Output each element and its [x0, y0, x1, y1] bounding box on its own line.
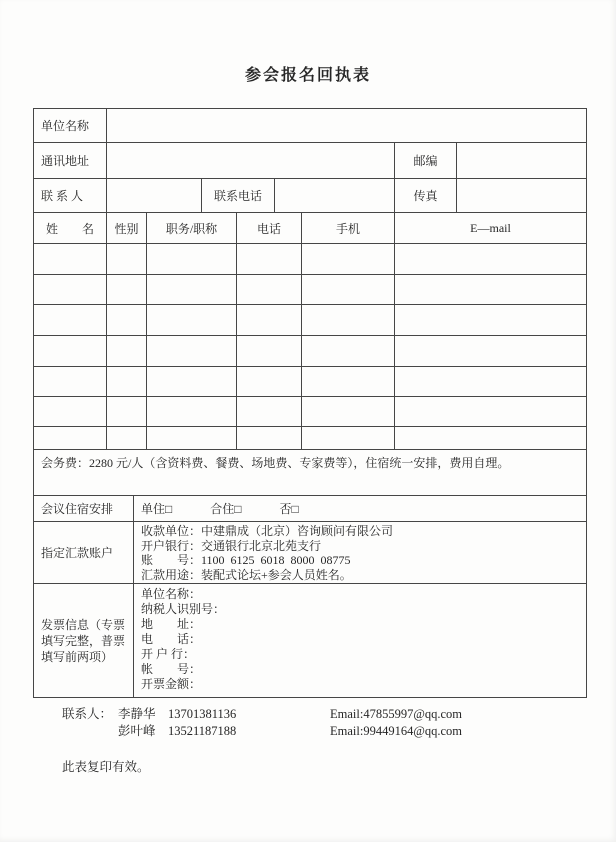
attendee-empty-cell: [34, 305, 106, 335]
contact-name: 彭叶峰: [118, 724, 156, 738]
attendee-empty-cell: [146, 367, 236, 396]
option-no-checkbox: 否□: [279, 502, 299, 516]
attendee-empty-cell: [236, 275, 301, 304]
attendee-empty-cell: [34, 336, 106, 366]
invoice-tax-id-field: 纳税人识别号：: [141, 602, 226, 616]
attendee-empty-row: [34, 396, 586, 426]
contact-line: [62, 706, 616, 723]
copy-valid-note: 此表复印有效。: [62, 760, 150, 774]
attendee-empty-cell: [146, 427, 236, 449]
attendee-empty-cell: [146, 305, 236, 335]
page-title: 参会报名回执表: [244, 67, 371, 84]
attendee-header-gender: 性别: [106, 213, 146, 243]
attendee-empty-cell: [146, 275, 236, 304]
invoice-label: 发票信息（专票填写完整，普票填写前两项）: [41, 617, 126, 664]
attendee-empty-cell: [146, 397, 236, 426]
attendee-empty-cell: [236, 336, 301, 366]
attendee-empty-cell: [301, 305, 394, 335]
footer-contacts: [62, 706, 616, 740]
attendee-empty-cell: [301, 336, 394, 366]
attendee-empty-cell: [146, 244, 236, 274]
fax-label: 传真: [394, 179, 456, 212]
contact-phone: 13521187188: [168, 724, 237, 738]
invoice-fields: [133, 584, 586, 697]
contact-email: Email:99449164@qq.com: [330, 724, 462, 738]
contact-line: [62, 723, 616, 740]
attendee-empty-cell: [394, 305, 586, 335]
company-value-cell: [106, 109, 586, 142]
contact-value-cell: [106, 179, 201, 212]
invoice-account-field: 帐 号：: [141, 662, 202, 676]
invoice-row: [34, 583, 586, 697]
attendee-empty-cell: [301, 275, 394, 304]
attendee-empty-cell: [301, 244, 394, 274]
attendee-empty-cell: [301, 397, 394, 426]
invoice-address-field: 地 址：: [141, 617, 202, 631]
phone-value-cell: [274, 179, 394, 212]
attendee-header-phone: 电话: [236, 213, 301, 243]
attendee-header-row: [34, 212, 586, 243]
attendee-empty-cell: [394, 275, 586, 304]
attendee-empty-cell: [34, 367, 106, 396]
attendee-empty-row: [34, 426, 586, 449]
attendee-empty-row: [34, 335, 586, 366]
phone-label: 联系电话: [201, 179, 274, 212]
contact-label-spacer: [62, 723, 118, 740]
attendee-header-position: 职务/职称: [146, 213, 236, 243]
attendee-empty-cell: [34, 244, 106, 274]
payment-details: [133, 522, 586, 583]
attendee-empty-cell: [34, 397, 106, 426]
attendee-empty-row: [34, 304, 586, 335]
contact-row: [34, 178, 586, 212]
contact-label: 联系人：: [62, 707, 113, 721]
attendee-header-name: 姓 名: [45, 221, 94, 236]
fee-note: 会务费：2280 元/人（含资料费、餐费、场地费、专家费等），住宿统一安排，费用自理。: [41, 456, 510, 470]
attendee-empty-cell: [301, 427, 394, 449]
address-row: [34, 142, 586, 178]
address-value-cell: [106, 143, 394, 178]
payment-account-number: 账 号：1100 6125 6018 8000 08775: [141, 553, 351, 567]
contact-name: 李静华: [118, 707, 156, 721]
attendee-empty-row: [34, 243, 586, 274]
attendee-empty-cell: [394, 367, 586, 396]
attendee-empty-cell: [236, 305, 301, 335]
attendee-empty-row: [34, 274, 586, 304]
contact-email: Email:47855997@qq.com: [330, 707, 462, 721]
option-single-checkbox: 单住□: [141, 502, 173, 516]
attendee-empty-cell: [146, 336, 236, 366]
accommodation-options: [133, 496, 586, 521]
company-label: 单位名称: [41, 119, 90, 133]
payment-label: 指定汇款账户: [41, 546, 114, 560]
attendee-empty-cell: [394, 244, 586, 274]
zip-label: 邮编: [394, 143, 456, 178]
accommodation-label: 会议住宿安排: [41, 502, 114, 516]
attendee-empty-cell: [236, 244, 301, 274]
attendee-header-mobile: 手机: [301, 213, 394, 243]
option-shared-checkbox: 合住□: [210, 502, 242, 516]
address-label: 通讯地址: [41, 154, 90, 168]
invoice-phone-field: 电 话：: [141, 632, 202, 646]
fee-row: [34, 449, 586, 495]
payment-payee: 收款单位：中建鼎成（北京）咨询顾问有限公司: [141, 524, 394, 538]
attendee-header-email: E—mail: [394, 213, 586, 243]
contact-label: 联 系 人: [41, 189, 84, 203]
registration-table: [33, 108, 587, 698]
attendee-empty-cell: [394, 397, 586, 426]
attendee-empty-cell: [394, 427, 586, 449]
company-row: [34, 109, 586, 142]
payment-row: [34, 521, 586, 583]
invoice-amount-field: 开票金额：: [141, 677, 202, 691]
attendee-empty-cell: [106, 397, 146, 426]
accommodation-row: [34, 495, 586, 521]
attendee-empty-cell: [106, 367, 146, 396]
attendee-empty-cell: [106, 336, 146, 366]
attendee-empty-cell: [34, 427, 106, 449]
attendee-empty-cell: [236, 427, 301, 449]
payment-bank: 开户银行：交通银行北京北苑支行: [141, 538, 322, 553]
attendee-empty-cell: [34, 275, 106, 304]
attendee-empty-cell: [394, 336, 586, 366]
attendee-empty-cell: [301, 367, 394, 396]
attendee-empty-cell: [106, 305, 146, 335]
contact-phone: 13701381136: [168, 707, 237, 721]
invoice-company-field: 单位名称：: [141, 587, 202, 601]
attendee-empty-cell: [106, 275, 146, 304]
attendee-empty-cell: [106, 244, 146, 274]
invoice-bank-field: 开 户 行：: [141, 647, 196, 661]
attendee-empty-cell: [106, 427, 146, 449]
attendee-empty-cell: [236, 367, 301, 396]
fax-value-cell: [456, 179, 586, 212]
attendee-empty-cell: [236, 397, 301, 426]
zip-value-cell: [456, 143, 586, 178]
payment-purpose: 汇款用途：装配式论坛+参会人员姓名。: [141, 567, 352, 582]
attendee-empty-row: [34, 366, 586, 396]
